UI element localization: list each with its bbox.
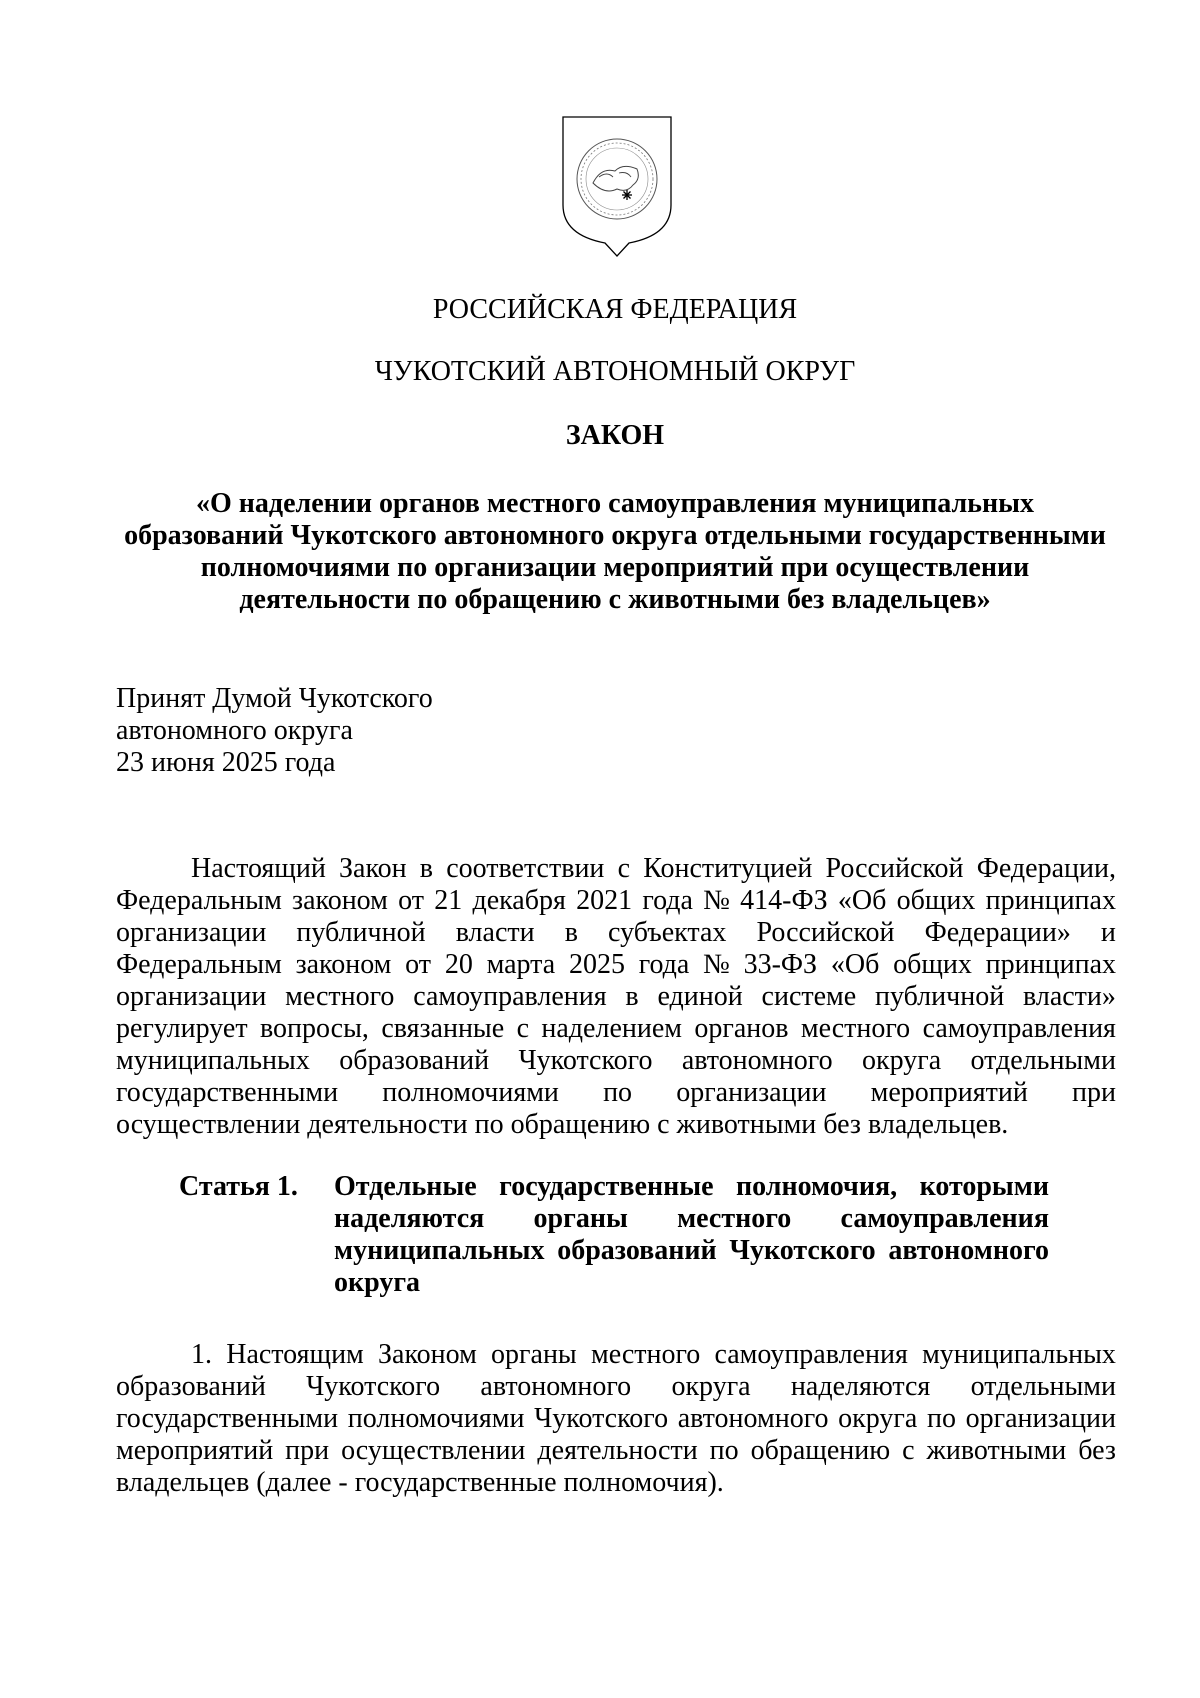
word: органов [694, 1013, 789, 1044]
word: местного [677, 1203, 792, 1234]
word: муниципальных [116, 1045, 310, 1076]
word: органы [533, 1203, 628, 1234]
adoption-note [116, 683, 433, 779]
preamble-line: осуществлении деятельности по обращению с животными без владельцев. [116, 1109, 1009, 1140]
preamble-paragraph [116, 853, 1116, 1141]
word: Федерации» [924, 917, 1071, 948]
preamble-line [116, 1045, 1116, 1077]
preamble-line [116, 917, 1116, 949]
word: по [926, 1403, 956, 1434]
word: № [703, 949, 730, 980]
article-number: Статья 1. [179, 1171, 298, 1202]
law-title-line: образований Чукотского автономного округа отдельными государственными [124, 520, 1106, 551]
law-title-line: «О наделении органов местного самоуправления муниципальных [196, 488, 1034, 519]
word: образований [116, 1371, 266, 1402]
word: по [603, 1077, 633, 1108]
word: Чукотского [306, 1371, 441, 1402]
law-title-line: деятельности по обращению с животными без владельцев» [239, 584, 991, 615]
word: общих [893, 949, 972, 980]
preamble-line [116, 1077, 1116, 1109]
word: округа [671, 1371, 751, 1402]
word: отдельными [970, 1371, 1116, 1402]
word: № [703, 885, 730, 916]
word: публичной [296, 917, 426, 948]
word: Чукотского [534, 1403, 669, 1434]
paragraph-line [116, 1403, 1116, 1435]
preamble-line [116, 885, 1116, 917]
coat-of-arms-emblem [557, 113, 677, 263]
word: от [398, 885, 424, 916]
article-1-paragraph-1 [116, 1339, 1116, 1499]
region-heading: ЧУКОТСКИЙ АВТОНОМНЫЙ ОКРУГ [374, 356, 856, 387]
word: которыми [919, 1171, 1049, 1202]
word: власти [455, 917, 535, 948]
adoption-line: Принят Думой Чукотского [116, 683, 433, 714]
document-type-heading: ЗАКОН [565, 420, 665, 451]
word: организации [116, 917, 267, 948]
word: связанные [381, 1013, 505, 1044]
word: 21 [434, 885, 463, 916]
preamble-line [116, 853, 1116, 885]
word: мероприятий [116, 1435, 274, 1466]
word: самоуправления [714, 1339, 908, 1370]
preamble-line [116, 1013, 1116, 1045]
word: государственными [116, 1077, 339, 1108]
word: «Об [837, 885, 887, 916]
word: наделяются [334, 1203, 485, 1234]
adoption-line: 23 июня 2025 года [116, 747, 336, 778]
paragraph-line [116, 1339, 1116, 1371]
word: наделяются [790, 1371, 931, 1402]
word: государственными [116, 1403, 339, 1434]
article-title-line [334, 1235, 1049, 1267]
word: Чукотского [518, 1045, 653, 1076]
adoption-line: автономного округа [116, 715, 353, 746]
word: отдельными [970, 1045, 1116, 1076]
word: без [1078, 1435, 1116, 1466]
word: осуществлении [341, 1435, 526, 1466]
word: Чукотского [729, 1235, 876, 1266]
word: местного [285, 981, 395, 1012]
word: 2021 [576, 885, 633, 916]
word: принципах [985, 949, 1116, 980]
word: принципах [985, 885, 1116, 916]
word: соответствии [446, 853, 605, 884]
word: полномочиями [347, 1403, 525, 1434]
law-title [100, 488, 1130, 616]
word: 20 [444, 949, 473, 980]
word: при [285, 1435, 330, 1466]
word: наделением [541, 1013, 682, 1044]
word: законом [292, 885, 388, 916]
word: декабря [472, 885, 566, 916]
word: Федеральным [116, 949, 282, 980]
word: с [902, 1435, 915, 1466]
word: местного [800, 1013, 911, 1044]
word: организации [676, 1077, 827, 1108]
word: 1. [191, 1339, 212, 1370]
word: муниципальных [334, 1235, 545, 1266]
word: полномочия, [735, 1171, 898, 1202]
article-title [334, 1171, 1049, 1299]
article-title-line [334, 1171, 1049, 1203]
word: публичной [875, 981, 1005, 1012]
word: Настоящим [226, 1339, 364, 1370]
word: государственные [499, 1171, 714, 1202]
word: Отдельные [334, 1171, 477, 1202]
word: по [709, 1435, 739, 1466]
word: «Об [830, 949, 880, 980]
word: от [405, 949, 432, 980]
word: организации [116, 981, 267, 1012]
word: местного [590, 1339, 701, 1370]
word: Российской [756, 917, 895, 948]
word: года [638, 949, 690, 980]
word: с [516, 1013, 529, 1044]
word: 2025 [568, 949, 625, 980]
paragraph-line [116, 1371, 1116, 1403]
word: животными [926, 1435, 1067, 1466]
word: в [625, 981, 639, 1012]
word: в [419, 853, 434, 884]
article-title-line [334, 1203, 1049, 1235]
word: марта [486, 949, 556, 980]
word: с [617, 853, 631, 884]
word: самоуправления [922, 1013, 1116, 1044]
word: 33-ФЗ [743, 949, 818, 980]
word: вопросы, [259, 1013, 369, 1044]
word: обращению [750, 1435, 891, 1466]
word: самоуправления [840, 1203, 1049, 1234]
word: организации [965, 1403, 1116, 1434]
word: автономного [681, 1045, 833, 1076]
word: деятельности [537, 1435, 698, 1466]
word: Закон [339, 853, 407, 884]
word: Российской [825, 853, 964, 884]
preamble-line [116, 981, 1116, 1013]
word: автономного [888, 1235, 1049, 1266]
word: мероприятий [870, 1077, 1028, 1108]
word: системе [761, 981, 857, 1012]
word: 414-ФЗ [740, 885, 828, 916]
paragraph-line: владельцев (далее - государственные полномочия). [116, 1467, 724, 1498]
word: Федерации, [976, 853, 1116, 884]
word: власти» [1023, 981, 1116, 1012]
word: округа [861, 1045, 942, 1076]
word: самоуправления [413, 981, 607, 1012]
word: и [1100, 917, 1116, 948]
word: регулирует [116, 1013, 248, 1044]
word: Федеральным [116, 885, 282, 916]
country-heading: РОССИЙСКАЯ ФЕДЕРАЦИЯ [432, 294, 798, 325]
word: общих [896, 885, 976, 916]
word: автономного [677, 1403, 829, 1434]
word: муниципальных [922, 1339, 1116, 1370]
word: Конституцией [643, 853, 813, 884]
word: в [564, 917, 578, 948]
word: субъектах [608, 917, 727, 948]
word: органы [491, 1339, 577, 1370]
word: Настоящий [191, 853, 326, 884]
article-title-line: округа [334, 1267, 421, 1298]
word: Законом [378, 1339, 477, 1370]
preamble-line [116, 949, 1116, 981]
word: образований [339, 1045, 490, 1076]
law-title-line: полномочиями по организации мероприятий при осуществлении [200, 552, 1030, 583]
word: единой [657, 981, 743, 1012]
word: года [642, 885, 693, 916]
word: округа [838, 1403, 918, 1434]
word: законом [295, 949, 392, 980]
paragraph-line [116, 1435, 1116, 1467]
word: при [1072, 1077, 1116, 1108]
word: автономного [480, 1371, 632, 1402]
word: полномочиями [382, 1077, 559, 1108]
word: образований [557, 1235, 717, 1266]
